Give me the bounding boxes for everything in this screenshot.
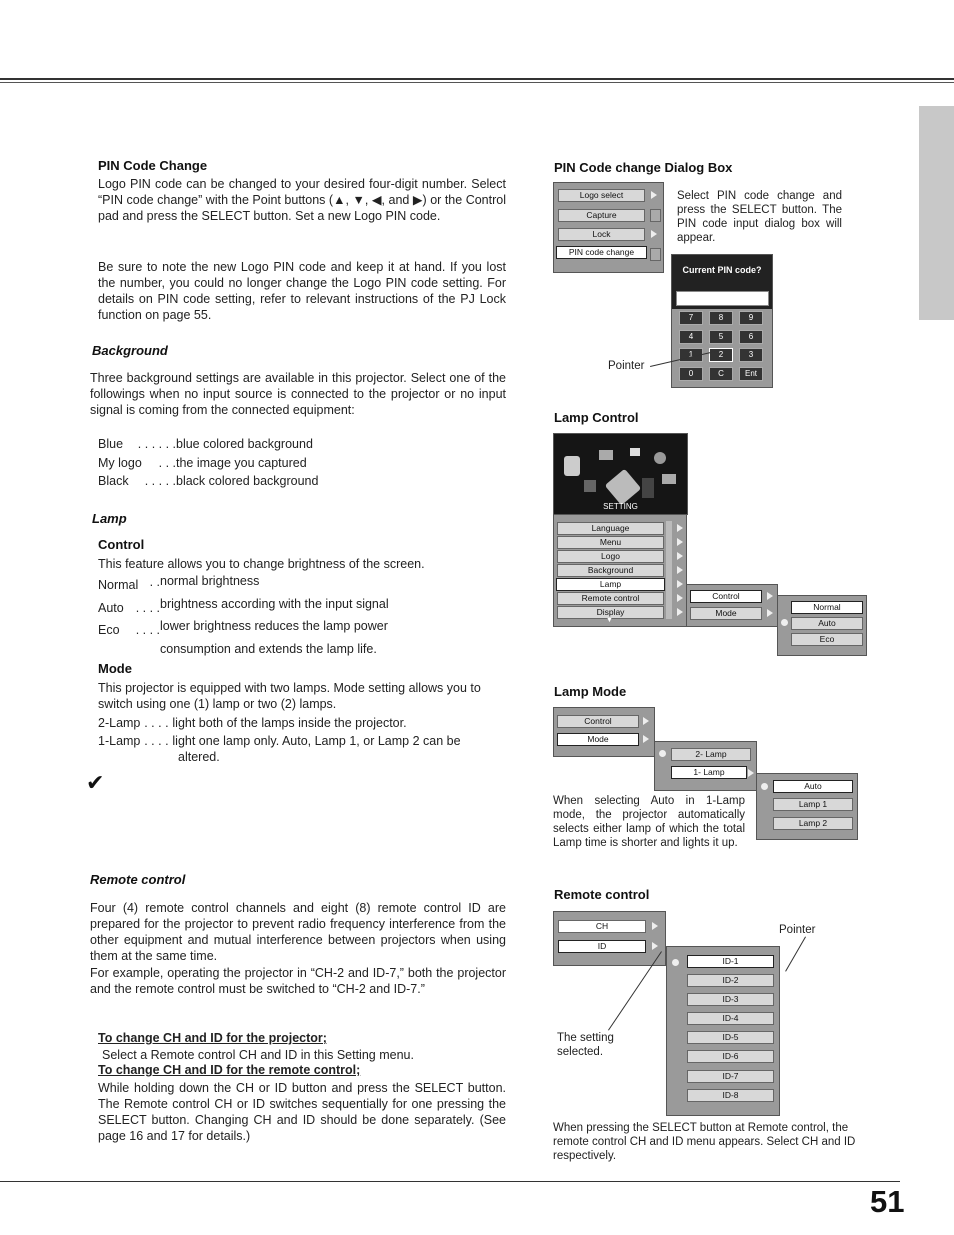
projector-ch-id-text: Select a Remote control CH and ID in this Setting menu. <box>102 1048 414 1062</box>
lamp-item[interactable]: Lamp <box>556 578 665 591</box>
key-c[interactable]: C <box>709 367 733 381</box>
lamp-mode-item: 2-Lamp . . . . light both of the lamps inside the projector. <box>98 716 407 730</box>
top-rule-thin <box>0 82 954 83</box>
lamp-mode-continued: altered. <box>178 750 220 764</box>
key-7[interactable]: 7 <box>679 311 703 325</box>
lamp-control-list <box>98 574 508 642</box>
background-list <box>98 436 518 492</box>
lamp-control-item: Eco . . . .lower brightness reduces the lamp power <box>98 619 388 637</box>
background-item: Black . . . . .black colored background <box>98 474 319 488</box>
arrow-right-icon <box>677 566 683 574</box>
two-lamp-option[interactable]: 2- Lamp <box>671 748 751 761</box>
setting-icon <box>564 456 580 476</box>
background-text: Three background settings are available in this projector. Select one of the followings when no input source is connected to the projector or no input signal is coming from the connected equipment: <box>90 371 506 417</box>
ch-item[interactable]: CH <box>558 920 646 933</box>
selected-indicator-icon <box>672 959 679 966</box>
setting-selected-label: The setting selected. <box>557 1032 614 1058</box>
pin-dialog-title: PIN Code change Dialog Box <box>554 160 733 175</box>
pointer-label: Pointer <box>608 360 645 372</box>
arrow-right-icon <box>643 735 649 743</box>
selected-indicator-icon <box>761 783 768 790</box>
menu-item[interactable]: Menu <box>557 536 664 549</box>
lamp-mode-item: 1-Lamp . . . . light one lamp only. Auto, Lamp 1, or Lamp 2 can be <box>98 734 461 748</box>
pin-code-change-item[interactable]: PIN code change <box>556 246 647 259</box>
pin-code-field[interactable] <box>676 291 769 306</box>
arrow-right-icon <box>652 942 658 950</box>
remote-menu-panel <box>553 911 666 966</box>
id-2-option[interactable]: ID-2 <box>687 974 774 987</box>
key-3[interactable]: 3 <box>739 348 763 362</box>
key-1[interactable]: 1 <box>679 348 703 362</box>
auto-lamp-option[interactable]: Auto <box>773 780 853 793</box>
lamp-eco-continued: consumption and extends the lamp life. <box>160 642 377 656</box>
pin-code-change-title: PIN Code Change <box>98 158 208 173</box>
control-item[interactable]: Control <box>690 590 762 603</box>
pin-input-dialog <box>671 254 773 388</box>
id-8-option[interactable]: ID-8 <box>687 1089 774 1102</box>
id-list-panel <box>666 946 780 1116</box>
setting-icon-panel <box>553 433 688 515</box>
pointer-leader-line <box>785 937 806 972</box>
lamp-mode-caption: When selecting Auto in 1-Lamp mode, the projector automatically selects either lamp of which the total Lamp time is shorter and lights it up. <box>553 795 745 849</box>
pointer-label: Pointer <box>779 924 816 936</box>
lock-item[interactable]: Lock <box>558 228 645 241</box>
setting-icon <box>662 474 676 484</box>
normal-option[interactable]: Normal <box>791 601 863 614</box>
background-item: My logo . . .the image you captured <box>98 455 307 470</box>
lamp-2-option[interactable]: Lamp 2 <box>773 817 853 830</box>
setting-label: SETTING <box>603 502 638 511</box>
top-rule <box>0 78 954 80</box>
remote-control-diagram-title: Remote control <box>554 887 650 902</box>
setting-icon <box>642 478 654 498</box>
remote-ch-id-text: While holding down the CH or ID button and press the SELECT button. The Remote control CH or ID switches sequentially for one pressing the SELECT button. Changing CH and ID should be done separately. (See page 16 and 17 for details.) <box>98 1081 506 1143</box>
pin-code-change-note: Be sure to note the new Logo PIN code and keep it at hand. If you lost the number, you could no longer change the Logo PIN code setting. For details on PIN code setting, refer to relevant instructions of the PJ Lock function on page 55. <box>98 260 506 322</box>
logo-select-item[interactable]: Logo select <box>558 189 645 202</box>
arrow-right-icon <box>767 609 773 617</box>
background-item[interactable]: Background <box>557 564 664 577</box>
id-3-option[interactable]: ID-3 <box>687 993 774 1006</box>
remote-control-title: Remote control <box>90 872 186 887</box>
arrow-right-icon <box>643 717 649 725</box>
display-item[interactable]: Display <box>557 606 664 619</box>
arrow-right-icon <box>677 608 683 616</box>
lamp-control-item: Normal . .normal brightness <box>98 574 260 592</box>
key-ent[interactable]: Ent <box>739 367 763 381</box>
auto-option[interactable]: Auto <box>791 617 863 630</box>
lamp-count-panel <box>654 741 757 791</box>
setting-icon <box>584 480 596 492</box>
setting-icon <box>654 452 666 464</box>
pin-code-change-text: Logo PIN code can be changed to your desired four-digit number. Select “PIN code change” with the Point buttons (▲, ▼, ◀, and ▶) or the Control pad and press the SELECT button. Set a new Logo PIN code. <box>98 177 506 223</box>
page-number: 51 <box>870 1184 905 1219</box>
setting-icon <box>605 469 642 506</box>
arrow-right-icon <box>652 922 658 930</box>
lamp-mode-text: This projector is equipped with two lamps. Mode setting allows you to switch using one (1) lamp or two (2) lamps. <box>98 681 481 711</box>
arrow-right-icon <box>677 524 683 532</box>
pin-dialog-caption: Select PIN code change and press the SELECT button. The PIN code input dialog box will appear. <box>677 190 842 244</box>
background-item: Blue . . . . . .blue colored background <box>98 437 313 451</box>
logo-item[interactable]: Logo <box>557 550 664 563</box>
key-4[interactable]: 4 <box>679 330 703 344</box>
id-7-option[interactable]: ID-7 <box>687 1070 774 1083</box>
lamp-mode-title: Mode <box>98 661 132 676</box>
one-lamp-option[interactable]: 1- Lamp <box>671 766 747 779</box>
remote-ch-id-heading: To change CH and ID for the remote control; <box>98 1063 361 1077</box>
arrow-right-icon <box>677 594 683 602</box>
arrow-right-icon <box>677 580 683 588</box>
bottom-rule <box>0 1181 900 1182</box>
arrow-right-icon <box>650 248 661 261</box>
scroll-down-icon: ▼ <box>606 617 613 624</box>
pin-dialog-prompt: Current PIN code? <box>682 265 762 275</box>
arrow-right-icon <box>677 538 683 546</box>
projector-ch-id-heading: To change CH and ID for the projector; <box>98 1031 327 1045</box>
setting-icon <box>599 450 613 460</box>
selected-indicator-icon <box>659 750 666 757</box>
id-5-option[interactable]: ID-5 <box>687 1031 774 1044</box>
lamp-submenu-panel <box>686 584 778 627</box>
selected-indicator-icon <box>781 619 788 626</box>
remote-control-example: For example, operating the projector in “CH-2 and ID-7,” both the projector and the remote control must be switched to “CH-2 and ID-7.” <box>90 966 506 996</box>
lamp-select-panel <box>756 773 858 840</box>
remote-control-caption: When pressing the SELECT button at Remote control, the remote control CH and ID menu appears. Select CH and ID respectively. <box>553 1122 856 1162</box>
id-item[interactable]: ID <box>558 940 646 953</box>
check-mark-icon: ✔ <box>86 770 105 795</box>
scrollbar[interactable] <box>666 521 672 619</box>
id-1-option[interactable]: ID-1 <box>687 955 774 968</box>
arrow-right-icon <box>748 769 754 777</box>
key-2[interactable]: 2 <box>709 348 733 362</box>
background-title: Background <box>92 343 168 358</box>
setting-icon <box>630 448 640 456</box>
remote-control-item[interactable]: Remote control <box>557 592 664 605</box>
lamp-title: Lamp <box>92 511 127 526</box>
eco-option[interactable]: Eco <box>791 633 863 646</box>
pin-menu-panel <box>553 182 664 273</box>
lamp-control-diagram-title: Lamp Control <box>554 410 639 425</box>
arrow-right-icon <box>650 209 661 222</box>
lamp-1-option[interactable]: Lamp 1 <box>773 798 853 811</box>
arrow-right-icon <box>677 552 683 560</box>
id-6-option[interactable]: ID-6 <box>687 1050 774 1063</box>
key-8[interactable]: 8 <box>709 311 733 325</box>
id-4-option[interactable]: ID-4 <box>687 1012 774 1025</box>
arrow-right-icon <box>651 230 657 238</box>
lamp-mode-diagram-title: Lamp Mode <box>554 684 627 699</box>
remote-control-text: Four (4) remote control channels and eight (8) remote control ID are prepared for the projector to prevent radio frequency interference from the other equipment and mutual interference between projectors when using them at the same time. <box>90 901 506 963</box>
key-6[interactable]: 6 <box>739 330 763 344</box>
lamp-options-panel <box>777 595 867 656</box>
mode-item[interactable]: Mode <box>557 733 639 746</box>
lamp-mode-list <box>98 715 518 749</box>
lamp-control-text: This feature allows you to change brightness of the screen. <box>98 557 425 571</box>
key-5[interactable]: 5 <box>709 330 733 344</box>
side-tab <box>919 106 954 320</box>
capture-item[interactable]: Capture <box>558 209 645 222</box>
key-0[interactable]: 0 <box>679 367 703 381</box>
lamp-mode-menu-panel <box>553 707 655 757</box>
control-item[interactable]: Control <box>557 715 639 728</box>
mode-item[interactable]: Mode <box>690 607 762 620</box>
lamp-control-item: Auto . . . .brightness according with the input signal <box>98 596 389 615</box>
lamp-control-title: Control <box>98 537 145 552</box>
arrow-right-icon <box>767 592 773 600</box>
arrow-right-icon <box>651 191 657 199</box>
key-9[interactable]: 9 <box>739 311 763 325</box>
language-item[interactable]: Language <box>557 522 664 535</box>
setting-menu-panel <box>553 514 687 627</box>
